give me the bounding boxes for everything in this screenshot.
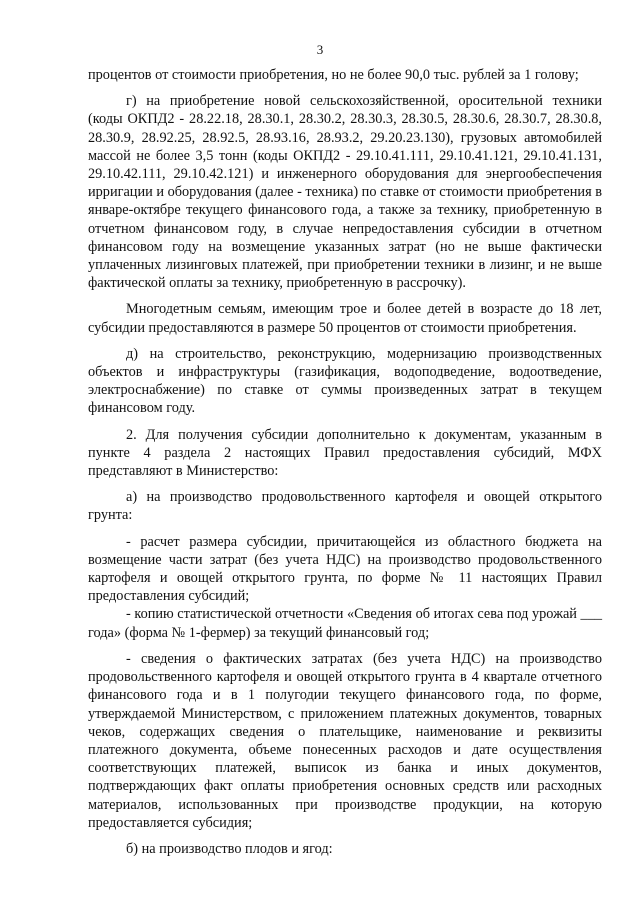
bullet-subsidy-calculation: - расчет размера субсидии, причитающейся из областного бюджета на возмещение части затрат (без учета НДС) на производство продовольственного картофеля и овощей открытого грунта, по форме № 11 настоящих Правил предоставления субсидий; <box>88 533 602 605</box>
paragraph-item-d: д) на строительство, реконструкцию, модернизацию производственных объектов и инфраструктуры (газификация, водоподведение, водоотведение, электроснабжение) по ставке от суммы произведенных затрат в текущем финансовом году. <box>88 345 602 417</box>
paragraph-item-b: б) на производство плодов и ягод: <box>126 840 333 857</box>
paragraph-item-g: г) на приобретение новой сельскохозяйственной, оросительной техники (коды ОКПД2 - 28.22.18, 28.30.1, 28.30.2, 28.30.3, 28.30.5, 28.30.6, 28.30.7, 28.30.8, 28.30.9, 28.92.25, 28.92.5, 28.93.16, 28.93.2, 29.20.23.130), грузовых автомобилей массой не более 3,5 тонн (коды ОКПД2 - 29.10.41.111, 29.10.41.121, 29.10.41.131, 29.10.42.111, 29.10.42.121) и инженерного оборудования для энергообеспечения ирригации и оборудования (далее - техника) по ставке от стоимости приобретения в январе-октябре текущего финансового года, а также за технику, приобретенную в отчетном финансовом году, в случае непредоставления субсидии в отчетном финансовом году на возмещение указанных затрат (но не выше фактически уплаченных лизинговых платежей, при приобретении техники в лизинг, и не выше фактической оплаты за технику, приобретенную в рассрочку). <box>88 93 602 292</box>
document-body <box>88 66 602 866</box>
paragraph-continuation: процентов от стоимости приобретения, но не более 90,0 тыс. рублей за 1 голову; <box>88 67 579 83</box>
paragraph-item-a: а) на производство продовольственного картофеля и овощей открытого грунта: <box>88 489 602 524</box>
bullet-actual-costs: - сведения о фактических затратах (без учета НДС) на производство продовольственного картофеля и овощей открытого грунта в 4 квартале отчетного финансового года и в 1 полугодии текущего финансового года, по форме, утверждаемой Министерством, с приложением платежных документов, товарных чеков, содержащих сведения о плательщике, наименование и реквизиты платежного документа, объеме понесенных расходов и дате осуществления соответствующих платежей, выписок из банка и иных документов, подтверждающих факт оплаты приобретения основных средств или расходных материалов, использованных при производстве продукции, на которую предоставляется субсидия; <box>88 650 602 831</box>
page-number: 3 <box>316 42 324 57</box>
paragraph-large-families: Многодетным семьям, имеющим трое и более детей в возрасте до 18 лет, субсидии предоставляются в размере 50 процентов от стоимости приобретения. <box>88 301 602 336</box>
bullet-statistics-copy: - копию статистической отчетности «Сведения об итогах сева под урожай ___ года» (форма № 1-фермер) за текущий финансовый год; <box>88 606 602 641</box>
paragraph-section-2: 2. Для получения субсидии дополнительно к документам, указанным в пункте 4 раздела 2 настоящих Правил предоставления субсидий, МФХ представляют в Министерство: <box>88 426 602 480</box>
